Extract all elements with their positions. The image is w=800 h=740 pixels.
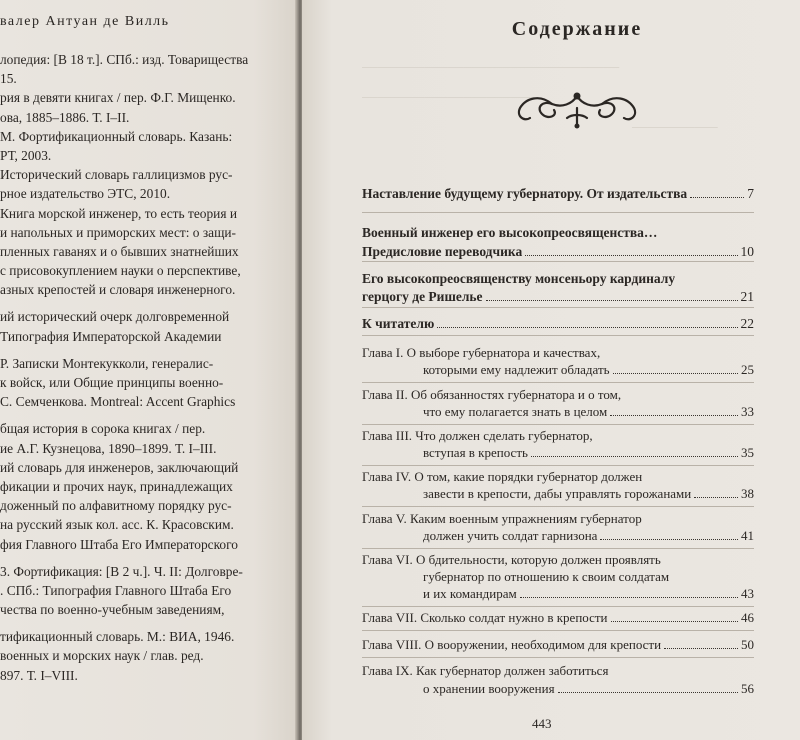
dot-leader — [525, 244, 737, 256]
toc-separator — [362, 335, 754, 336]
bibliography-line: к войск, или Общие принципы военно- — [0, 375, 224, 390]
toc-entry — [423, 681, 754, 697]
toc-entry-title: Глава VII. Сколько солдат нужно в крепости — [362, 610, 608, 625]
toc-entry-title: Глава VIII. О вооружении, необходимом для крепости — [362, 637, 662, 652]
toc-entry-line: Глава IX. Как губернатор должен заботиться — [362, 663, 609, 678]
toc-entry — [362, 316, 754, 332]
toc-entry-line: Глава I. О выборе губернатора и качествах, — [362, 345, 601, 360]
dot-leader — [531, 445, 738, 457]
bibliography-line: С. Семченкова. Montreal: Accent Graphics — [0, 394, 236, 410]
bibliography-line: РТ, 2003. — [0, 147, 52, 163]
bibliography-line: пленных гаванях и о бывших знатнейших — [0, 243, 239, 259]
toc-entry-line: Глава IV. О том, какие порядки губернатор должен — [362, 469, 643, 484]
bibliography-line: 897. Т. I–VIII. — [0, 667, 78, 683]
bleed-through-text: ────────────────────── — [362, 92, 534, 104]
toc-entry-title: что ему полагается знать в целом — [423, 404, 608, 419]
toc-page-number: 38 — [741, 486, 754, 501]
bibliography-line: Р. Записки Монтекукколи, генералис- — [0, 355, 214, 371]
toc-entry — [423, 586, 754, 602]
toc-separator — [362, 261, 754, 262]
bibliography-gap — [0, 619, 296, 627]
dot-leader — [610, 404, 738, 416]
toc-entry-line: Глава V. Каким военным упражнениям губернатор — [362, 511, 642, 526]
toc-page-number: 46 — [741, 610, 754, 625]
toc-entry — [423, 404, 754, 420]
dot-leader — [613, 362, 738, 374]
bibliography-line: чества по военно-учебным заведениям, — [0, 602, 225, 618]
bibliography-line: рное издательство ЭТС, 2010. — [0, 186, 171, 202]
bibliography-line: Книга морской инженер, то есть теория и — [0, 205, 238, 221]
toc-entry-line: Глава II. Об обязанностях губернатора и о том, — [362, 387, 622, 402]
toc-entry — [362, 186, 754, 202]
dot-leader — [520, 586, 738, 598]
dot-leader — [694, 486, 738, 498]
toc-entry-title: вступая в крепость — [423, 445, 528, 460]
toc-page-number: 7 — [747, 186, 754, 201]
page-number: 443 — [532, 716, 552, 731]
toc-page-number: 21 — [740, 289, 754, 304]
bibliography-line: бщая история в сорока книгах / пер. — [0, 421, 206, 437]
toc-page-number: 41 — [741, 528, 754, 543]
toc-entry-line: Его высокопреосвященству монсеньору кардиналу — [362, 271, 676, 286]
bibliography-line: . СПб.: Типография Главного Штаба Его — [0, 582, 232, 598]
toc-heading: Содержание — [511, 18, 643, 40]
toc-entry-title: Предисловие переводчика — [362, 244, 523, 259]
toc-page-number: 25 — [741, 362, 754, 377]
running-head: валер Антуан де Вилль — [0, 14, 170, 29]
bibliography-line: фикации и прочих наук, принадлежащих — [0, 478, 233, 494]
dot-leader — [690, 186, 744, 198]
bibliography-line: военных и морских наук / глав. ред. — [0, 648, 204, 664]
toc-entry — [362, 244, 754, 260]
bibliography-gap — [0, 299, 296, 307]
bibliography-line: и напольных и приморских мест: о защи- — [0, 224, 237, 240]
toc-entry — [423, 362, 754, 378]
bibliography-line: на русский язык кол. асс. К. Красовским. — [0, 517, 234, 533]
bibliography-gap — [0, 554, 296, 562]
toc-entry-title: о хранении вооружения — [423, 681, 555, 696]
dot-leader — [611, 610, 738, 622]
bibliography-list — [0, 50, 296, 685]
bibliography-line: ий словарь для инженеров, заключающий — [0, 459, 239, 475]
bibliography-gap — [0, 346, 296, 354]
bibliography-line: доженный по алфавитному порядку рус- — [0, 498, 232, 514]
bibliography-line: 3. Фортификация: [В 2 ч.]. Ч. II: Долговре- — [0, 563, 243, 579]
toc-list — [302, 0, 800, 740]
toc-separator — [362, 657, 754, 658]
toc-entry — [362, 610, 754, 626]
toc-separator — [362, 307, 754, 308]
toc-entry-line: губернатор по отношению к своим солдатам — [423, 569, 670, 584]
dot-leader — [486, 289, 738, 301]
bibliography-line: лопедия: [В 18 т.]. СПб.: изд. Товарищества — [0, 52, 249, 67]
bibliography-line: 15. — [0, 71, 17, 87]
bibliography-line: с присовокуплением науки о перспективе, — [0, 263, 241, 279]
left-page — [0, 0, 298, 740]
toc-entry-line: Глава VI. О бдительности, которую должен проявлять — [362, 552, 661, 567]
toc-page-number: 56 — [741, 681, 754, 696]
toc-separator — [362, 465, 754, 466]
dot-leader — [437, 316, 737, 328]
bibliography-line: М. Фортификационный словарь. Казань: — [0, 128, 233, 144]
toc-page-number: 10 — [740, 244, 754, 259]
bibliography-line: ие А.Г. Кузнецова, 1890–1899. Т. I–III. — [0, 440, 217, 456]
toc-page-number: 43 — [741, 586, 754, 601]
toc-entry — [423, 445, 754, 461]
toc-entry — [362, 637, 754, 653]
toc-separator — [362, 548, 754, 549]
toc-entry-title: Наставление будущему губернатору. От издательства — [362, 186, 688, 201]
toc-separator — [362, 424, 754, 425]
toc-separator — [362, 506, 754, 507]
toc-entry-line: Военный инженер его высокопреосвященства… — [362, 225, 658, 240]
toc-page-number: 35 — [741, 445, 754, 460]
bibliography-line: Исторический словарь галлицизмов рус- — [0, 167, 233, 183]
dot-leader — [664, 637, 738, 649]
dot-leader — [600, 528, 738, 540]
bleed-through-text: ─────────── — [632, 122, 718, 134]
toc-entry — [362, 289, 754, 305]
toc-page-number: 22 — [740, 316, 754, 331]
bibliography-line: ий исторический очерк долговременной — [0, 309, 230, 325]
right-page — [302, 0, 800, 740]
bibliography-gap — [0, 411, 296, 419]
toc-entry — [423, 486, 754, 502]
toc-entry-title: и их командирам — [423, 586, 517, 601]
toc-page-number: 33 — [741, 404, 754, 419]
toc-entry-title: которыми ему надлежит обладать — [423, 362, 610, 377]
bibliography-line: ова, 1885–1886. Т. I–II. — [0, 109, 130, 125]
bibliography-line: фия Главного Штаба Его Императорского — [0, 536, 238, 552]
toc-separator — [362, 630, 754, 631]
toc-entry-title: должен учить солдат гарнизона — [423, 528, 598, 543]
toc-entry-title: К читателю — [362, 316, 435, 331]
toc-entry — [423, 528, 754, 544]
toc-page-number: 50 — [741, 637, 754, 652]
toc-separator — [362, 606, 754, 607]
bibliography-line: Типография Императорской Академии — [0, 328, 222, 344]
toc-entry-line: Глава III. Что должен сделать губернатор, — [362, 428, 593, 443]
bibliography-line: рия в девяти книгах / пер. Ф.Г. Мищенко. — [0, 90, 236, 106]
bibliography-line: азных крепостей и словаря инженерного. — [0, 282, 236, 298]
dot-leader — [558, 681, 738, 693]
bleed-through-text: ───────────────────────────────── — [362, 62, 620, 74]
toc-separator — [362, 382, 754, 383]
toc-separator — [362, 212, 754, 213]
toc-entry-title: герцогу де Ришелье — [362, 289, 483, 304]
toc-entry-title: завести в крепости, дабы управлять горожанами — [423, 486, 692, 501]
bibliography-line: тификационный словарь. М.: ВИА, 1946. — [0, 629, 235, 645]
